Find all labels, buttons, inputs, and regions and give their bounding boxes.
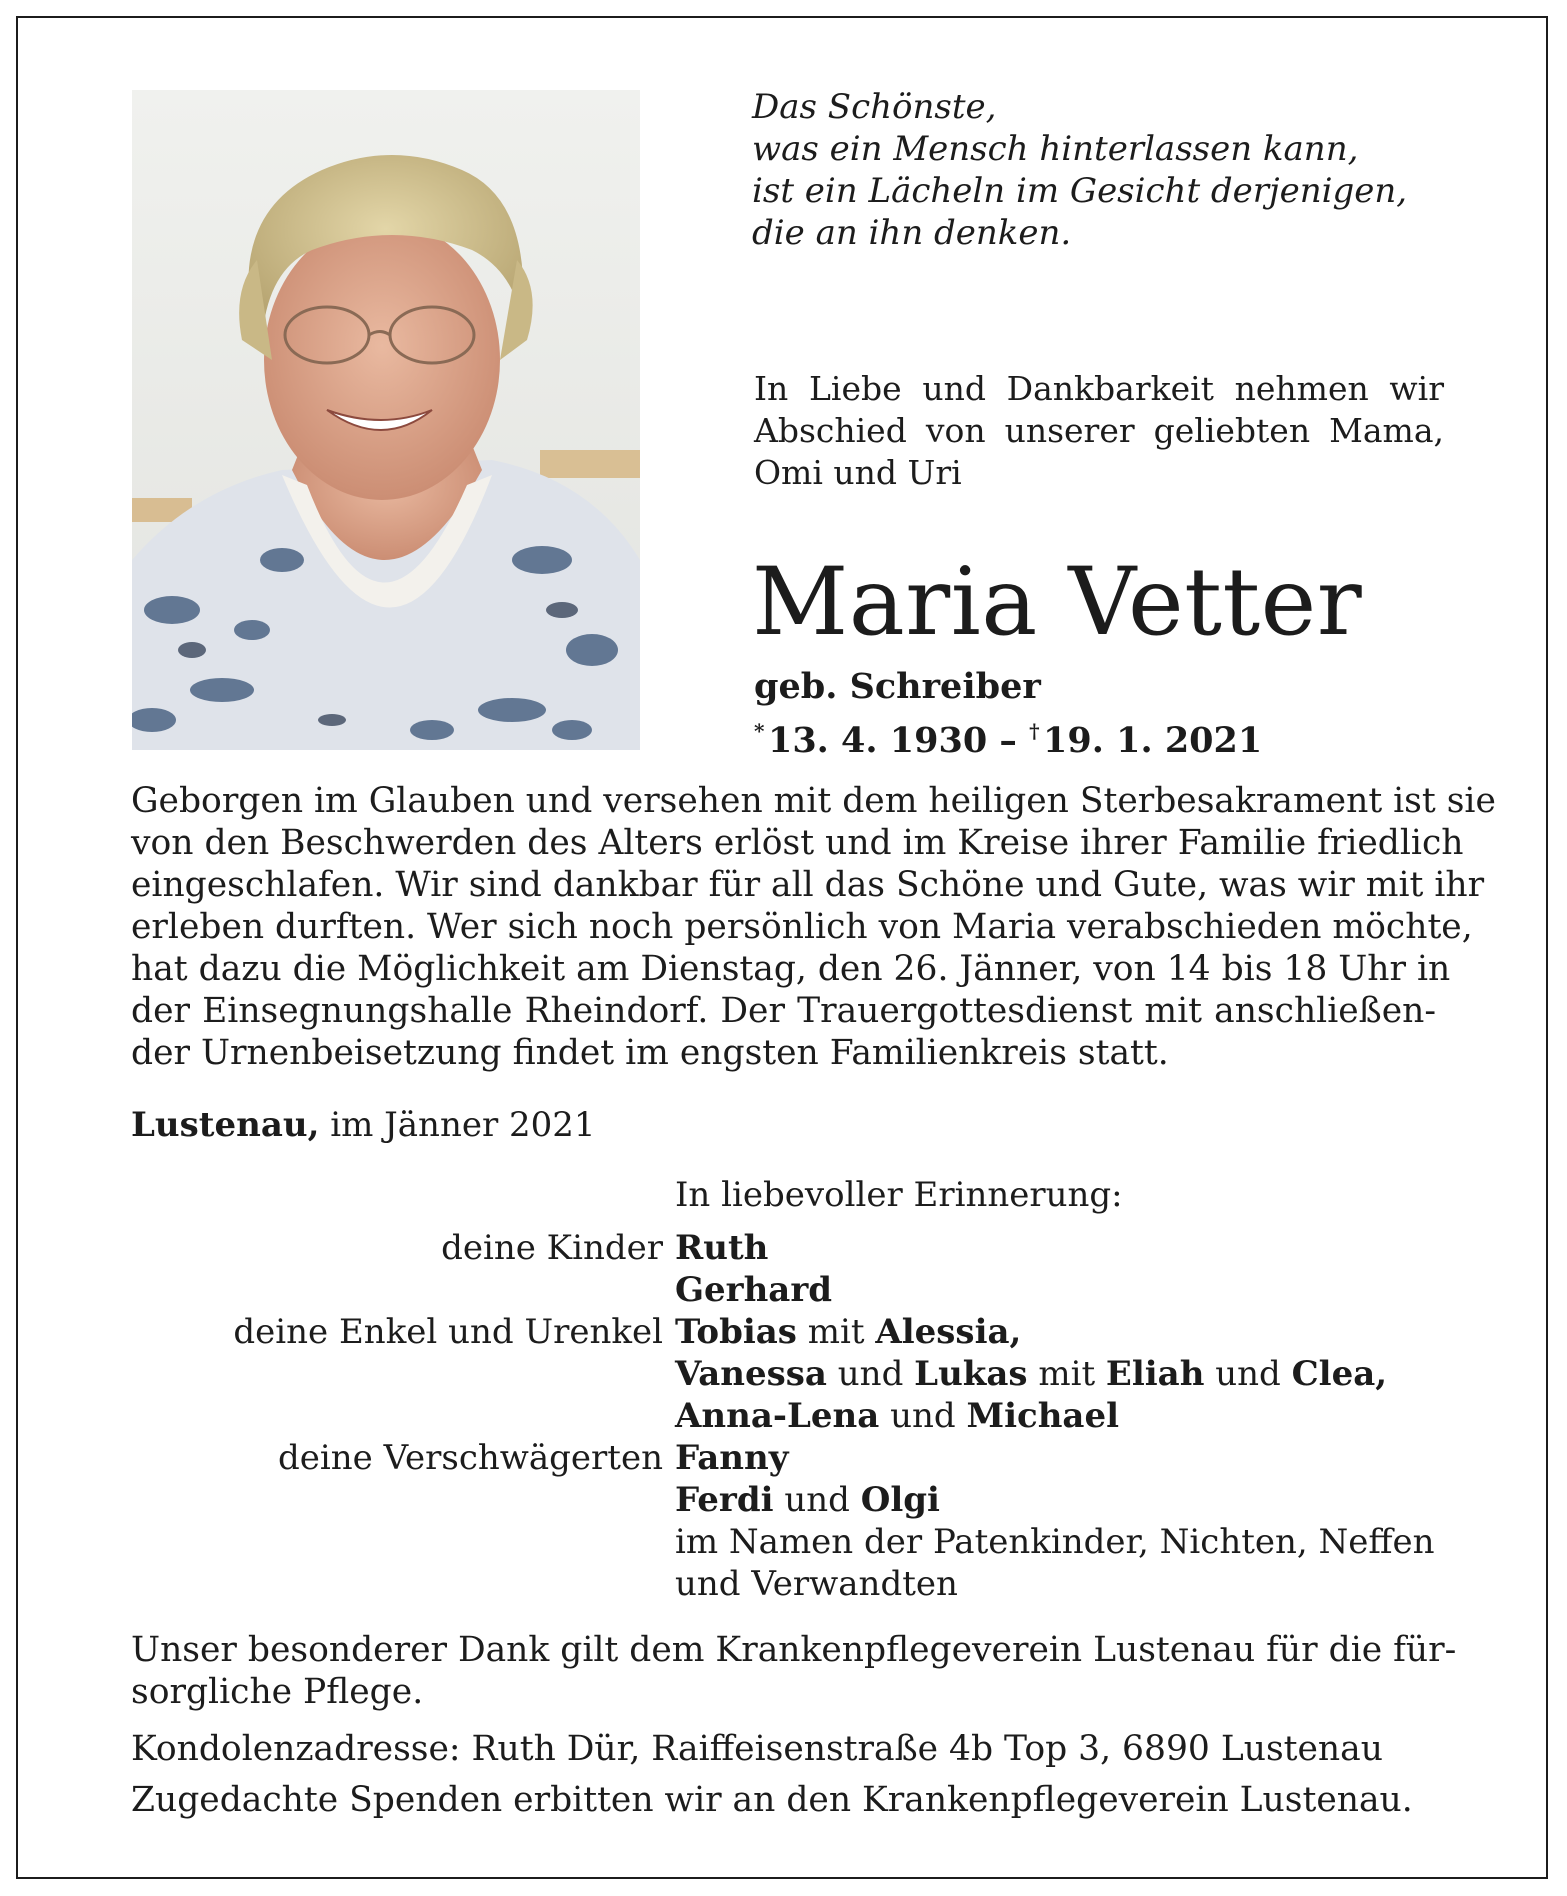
connector-word: und bbox=[837, 1354, 904, 1394]
poem-line: was ein Mensch hinterlassen kann, bbox=[752, 129, 1359, 169]
connector-word: und bbox=[1215, 1354, 1281, 1394]
farewell-intro: In Liebe und Dankbarkeit nehmen wir Abschied von unserer geliebten Mama, Omi und Uri bbox=[754, 369, 1444, 492]
date-separator: – bbox=[987, 720, 1030, 761]
mourner-name: Michael bbox=[966, 1396, 1119, 1436]
mourner-row bbox=[131, 1479, 1451, 1521]
memorial-poem bbox=[752, 86, 1452, 254]
relation-label: deine Kinder bbox=[441, 1228, 663, 1268]
death-date: 19. 1. 2021 bbox=[1043, 720, 1263, 761]
mourner-row bbox=[131, 1521, 1451, 1563]
deceased-name: Maria Vetter bbox=[752, 548, 1363, 657]
body-line: erleben durften. Wer sich noch persönlich von Maria verabschieden möchte, bbox=[131, 907, 1473, 947]
connector-word: mit bbox=[807, 1312, 865, 1352]
thanks-note bbox=[131, 1629, 1457, 1713]
body-line: der Urnenbeisetzung findet im engsten Familienkreis statt. bbox=[131, 1033, 1169, 1073]
mourner-name: Alessia, bbox=[875, 1312, 1022, 1352]
obituary-text bbox=[131, 780, 1496, 1074]
relation-label: deine Enkel und Urenkel bbox=[233, 1312, 663, 1352]
mourner-name: Anna-Lena bbox=[675, 1396, 880, 1436]
place-date: im Jänner 2021 bbox=[330, 1105, 596, 1145]
connector-word: mit bbox=[1038, 1354, 1096, 1394]
mourner-row bbox=[131, 1269, 1451, 1311]
mourner-row bbox=[131, 1227, 1451, 1269]
body-line: hat dazu die Möglichkeit am Dienstag, den 26. Jänner, von 14 bis 18 Uhr in bbox=[131, 949, 1451, 989]
connector-word: und bbox=[784, 1480, 850, 1520]
body-line: Geborgen im Glauben und versehen mit dem heiligen Sterbesakrament ist sie bbox=[131, 781, 1496, 821]
mourner-name: Lukas bbox=[914, 1354, 1028, 1394]
mourner-row bbox=[131, 1353, 1451, 1395]
mourner-name: Clea, bbox=[1291, 1354, 1388, 1394]
portrait-photo bbox=[132, 90, 640, 750]
mourners-heading: In liebevoller Erinnerung: bbox=[675, 1175, 1123, 1215]
mourner-name: Vanessa bbox=[675, 1354, 827, 1394]
body-line: von den Beschwerden des Alters erlöst und im Kreise ihrer Familie friedlich bbox=[131, 823, 1464, 863]
other-mourners: im Namen der Patenkinder, Nichten, Neffen bbox=[675, 1522, 1435, 1562]
birth-date: 13. 4. 1930 bbox=[767, 720, 988, 761]
thanks-line: sorgliche Pflege. bbox=[131, 1672, 424, 1712]
birth-symbol: * bbox=[754, 719, 765, 743]
donation-note: Zugedachte Spenden erbitten wir an den Krankenpflegeverein Lustenau. bbox=[131, 1780, 1413, 1820]
mourner-name: Ferdi bbox=[675, 1480, 774, 1520]
mourner-name: Ruth bbox=[675, 1228, 769, 1268]
poem-line: ist ein Lächeln im Gesicht derjenigen, bbox=[752, 171, 1408, 211]
mourner-row bbox=[131, 1563, 1451, 1605]
place-town: Lustenau, bbox=[131, 1105, 320, 1145]
connector-word: und bbox=[890, 1396, 956, 1436]
mourners-list bbox=[131, 1227, 1451, 1605]
death-symbol: † bbox=[1029, 719, 1040, 743]
poem-line: die an ihn denken. bbox=[752, 213, 1072, 253]
mourner-name: Eliah bbox=[1105, 1354, 1205, 1394]
place-and-date bbox=[131, 1104, 596, 1146]
thanks-line: Unser besonderer Dank gilt dem Krankenpflegeverein Lustenau für die für- bbox=[131, 1630, 1457, 1670]
body-line: eingeschlafen. Wir sind dankbar für all das Schöne und Gute, was wir mit ihr bbox=[131, 865, 1485, 905]
mourner-name: Tobias bbox=[675, 1312, 797, 1352]
maiden-name: geb. Schreiber bbox=[754, 666, 1041, 707]
mourner-name: Fanny bbox=[675, 1438, 789, 1478]
mourner-row bbox=[131, 1437, 1451, 1479]
mourner-row bbox=[131, 1311, 1451, 1353]
life-dates bbox=[754, 710, 1262, 762]
poem-line: Das Schönste, bbox=[752, 87, 997, 127]
condolence-address: Kondolenzadresse: Ruth Dür, Raiffeisenstraße 4b Top 3, 6890 Lustenau bbox=[131, 1729, 1383, 1769]
mourner-name: Gerhard bbox=[675, 1270, 833, 1310]
body-line: der Einsegnungshalle Rheindorf. Der Trauergottesdienst mit anschließen- bbox=[131, 991, 1436, 1031]
mourner-row bbox=[131, 1395, 1451, 1437]
mourner-name: Olgi bbox=[860, 1480, 940, 1520]
other-mourners: und Verwandten bbox=[675, 1564, 958, 1604]
relation-label: deine Verschwägerten bbox=[278, 1438, 663, 1478]
